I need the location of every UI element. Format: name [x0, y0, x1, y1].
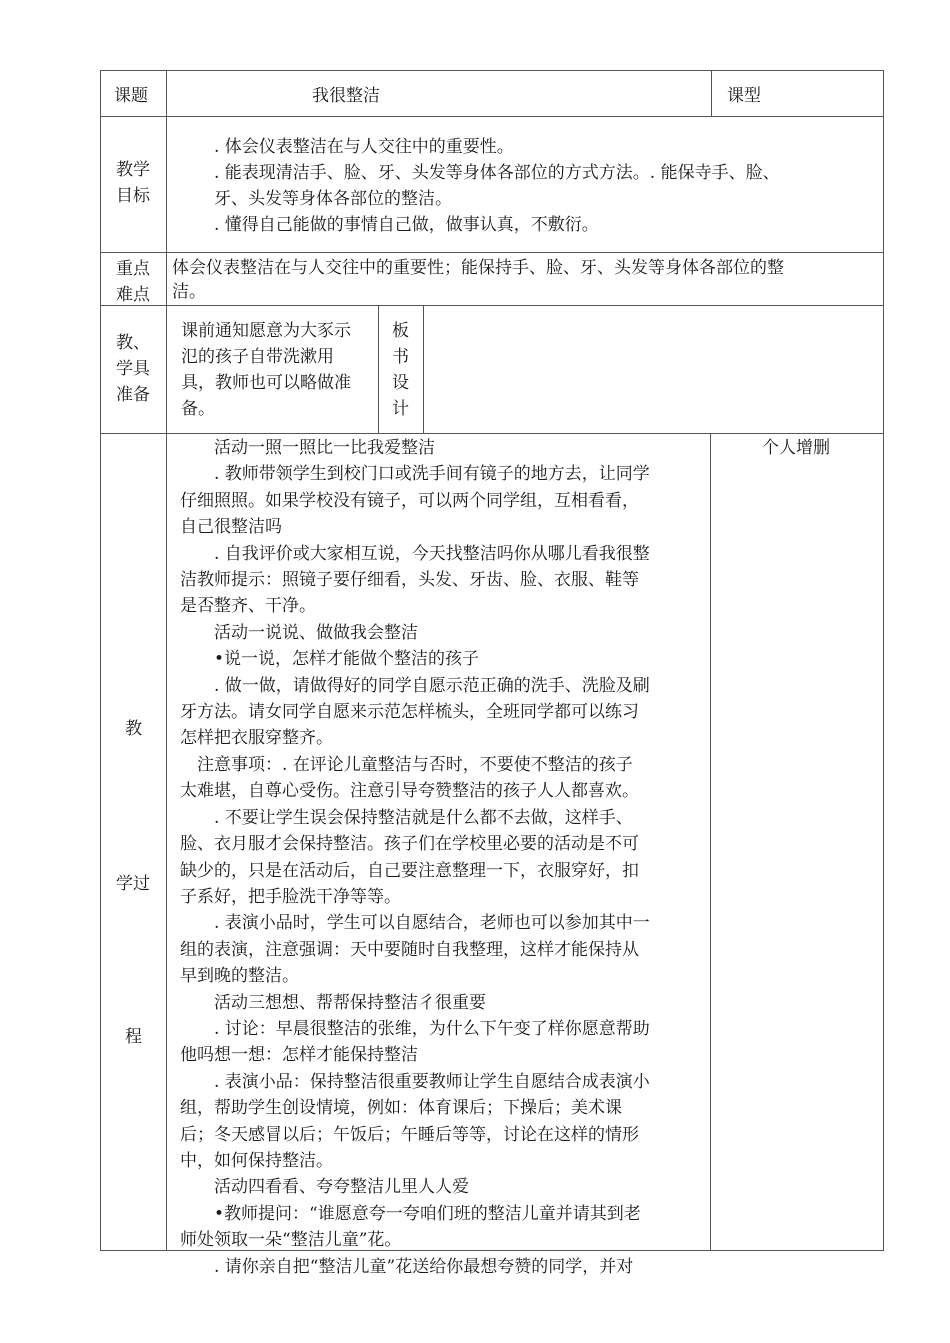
- process-label-char-3: 程: [125, 1027, 142, 1047]
- row-divider: [100, 116, 884, 117]
- objectives-label: 教学 目标: [116, 160, 150, 206]
- board-label-divider: [423, 305, 424, 434]
- lesson-type-label: 课型: [727, 86, 761, 106]
- table-border-top: [100, 70, 884, 71]
- process-label-char-1: 教: [125, 719, 142, 739]
- row-divider: [100, 305, 884, 306]
- side-column-divider: [710, 433, 711, 1251]
- lesson-title: 我很整洁: [312, 86, 380, 106]
- topic-label: 课题: [114, 86, 148, 106]
- teaching-process-text: 活动一照一照比一比我爱整洁 . 教师带领学生到校门口或洗手间有镜子的地方去，让同学 仔细照照。如果学校没有镜子，可以两个同学组，互相看看， 自己很整洁吗 . 自我评价或大家相互说，今天找整洁吗你从哪儿看我很整 洁教师提示：照镜子要仔细看，头发、牙齿、脸、衣服、鞋等 是否整齐、干净。 活动一说说、做做我会整洁 •说一说，怎样才能做个整洁的孩子 . 做一做，请做得好的同学自愿示范正确的洗手、洗脸及刷 牙方法。请女同学自愿来示范怎样梳头，全班同学都可以练习 怎样把衣服穿整齐。 注意事项：. 在评论儿童整洁与否时，不要使不整洁的孩子 太难堪，自尊心受伤。注意引导夸赞整洁的孩子人人都喜欢。 . 不要让学生误会保持整洁就是什么都不去做，这样手、 脸、衣月服才会保持整洁。孩子们在学校里必要的活动是不可 缺少的，只是在活动后，自己要注意整理一下，衣服穿好，扣 子系好，把手脸洗干净等等。 . 表演小品时，学生可以自愿结合，老师也可以参加其中一 组的表演，注意强调：天中要随时自我整理，这样才能保持从 早到晚的整洁。 活动三想想、帮帮保持整洁彳很重要 . 讨论：早晨很整洁的张维，为什么下午变了样你愿意帮助 他吗想一想：怎样才能保持整洁 . 表演小品：保持整洁很重要教师让学生自愿结合成表演小 组，帮助学生创设情境，例如：体育课后；下操后；美术课 后；冬天感冒以后；午饭后；午睡后等等，讨论在这样的情形 中，如何保持整洁。 活动四看看、夸夸整洁儿里人人爱 •教师提问：“谁愿意夸一夸咱们班的整洁儿童并请其到老 师处领取一朵“整洁儿童”花。 . 请你亲自把“整洁儿童”花送给你最想夸赞的同学，并对: [180, 438, 650, 1277]
- process-label-char-2: 学过: [116, 874, 150, 894]
- objectives-text: . 体会仪表整洁在与人交往中的重要性。 . 能表现清洁手、脸、牙、头发等身体各部位的方式方法。. 能保寺手、脸、 牙、头发等身体各部位的整洁。 . 懂得自己能做的事情自己做，做事认真，不敷衍。: [214, 137, 780, 235]
- type-column-divider: [711, 70, 712, 117]
- row-divider: [100, 433, 884, 434]
- key-points-label: 重点 难点: [116, 259, 150, 305]
- table-border-left: [100, 70, 101, 1251]
- label-column-divider: [166, 70, 167, 1251]
- preparation-label: 教、 学具 准备: [116, 333, 150, 405]
- board-design-label: 板 书 设 计: [392, 321, 409, 419]
- key-points-text: 体会仪表整洁在与人交往中的重要性；能保持手、脸、牙、头发等身体各部位的整 洁。: [172, 258, 784, 302]
- personal-edits-header: 个人增删: [762, 438, 830, 458]
- row-divider: [100, 252, 884, 253]
- table-border-right: [883, 70, 884, 1251]
- preparation-text: 课前通知愿意为大豕示 氾的孩子自带洗漱用 具，教师也可以略做准 备。: [181, 321, 351, 419]
